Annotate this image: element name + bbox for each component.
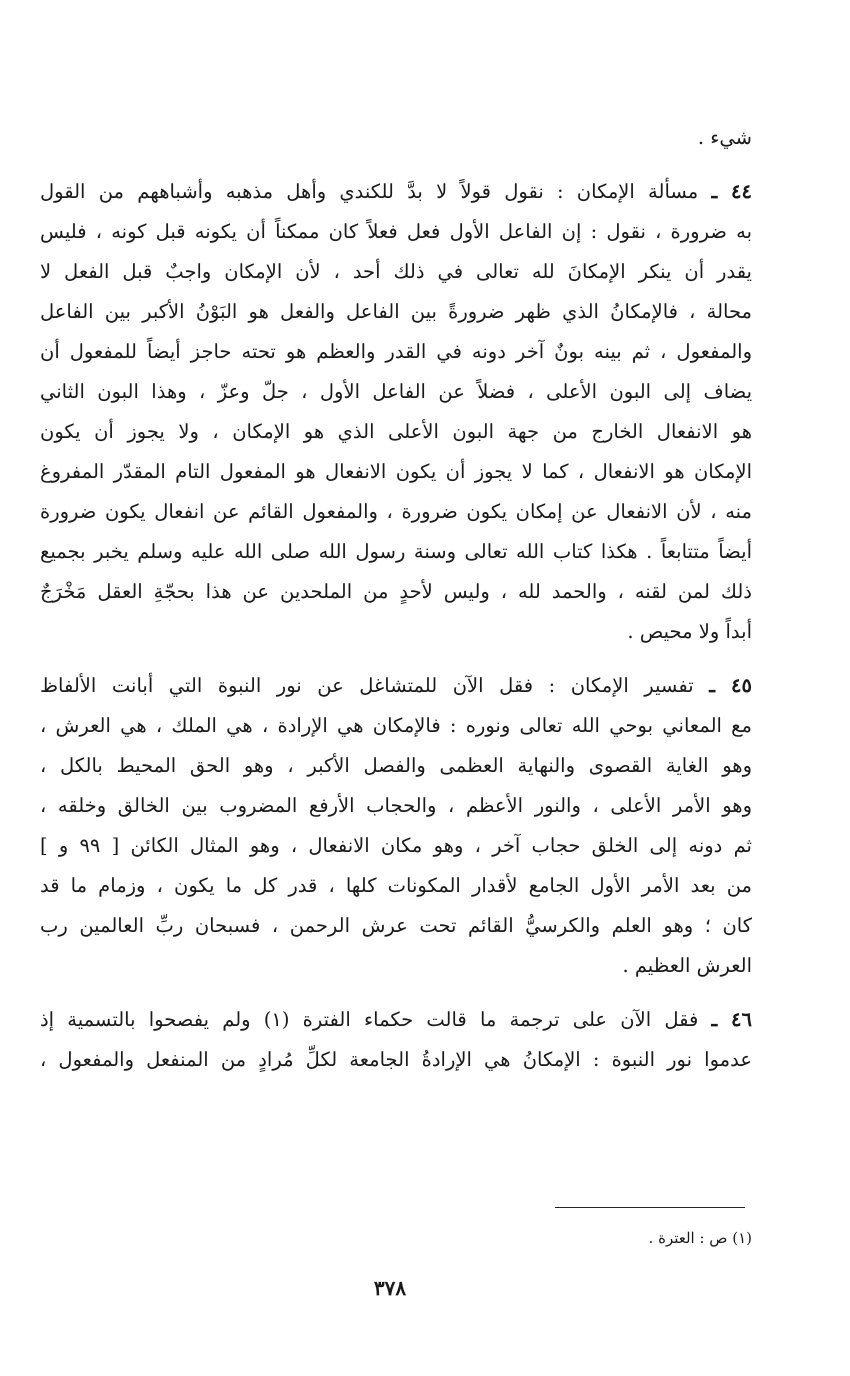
text-line: العرش العظيم . xyxy=(622,954,752,977)
footnote-divider xyxy=(555,1207,745,1208)
text-line: شيء . xyxy=(697,126,752,149)
text-line: مع المعاني بوحي الله تعالى ونوره : فالإمكان هي الإرادة ، هي الملك ، هي العرش ، xyxy=(40,714,752,737)
text-line: والمفعول ، ثم بينه بونٌ آخر دونه في القدر والعظم هو تحته حاجز أيضاً للمفعول أن xyxy=(40,340,752,363)
text-line: هو الانفعال الخارج من جهة البون الأعلى الذي هو الإمكان ، ولا يجوز أن يكون xyxy=(40,420,752,443)
text-line: يقدر أن ينكر الإمكانَ لله تعالى في ذلك أحد ، لأن الإمكان واجبٌ قبل الفعل لا xyxy=(40,260,752,283)
footnote: (١) ص : العترة . xyxy=(648,1229,752,1247)
text-line: كان ؛ وهو العلم والكرسيُّ القائم تحت عرش الرحمن ، فسبحان ربِّ العالمين رب xyxy=(40,914,752,937)
text-line: منه ، لأن الانفعال عن إمكان يكون ضرورة ، والمفعول القائم عن انفعال يكون ضرورة xyxy=(40,500,752,523)
paragraph-gap xyxy=(40,986,752,1000)
text-line: يضاف إلى البون الأعلى ، فضلاً عن الفاعل الأول ، جلّ وعزّ ، وهذا البون الثاني xyxy=(40,380,752,403)
text-line: وهو الغاية القصوى والنهاية العظمى والفصل الأكبر ، وهو الحق المحيط بالكل ، xyxy=(40,754,752,777)
para44-line-first xyxy=(40,172,752,212)
text-line: ثم دونه إلى الخلق حجاب آخر ، وهو مكان الانفعال ، وهو المثال الكائن [ ٩٩ و ] xyxy=(40,834,752,857)
text-line: وهو الأمر الأعلى ، والنور الأعظم ، والحجاب الأرفع المضروب بين الخالق وخلقه ، xyxy=(40,794,752,817)
text-line: أيضاً متتابعاً . هكذا كتاب الله تعالى وسنة رسول الله صلى الله عليه وسلم يخبر بجميع xyxy=(40,540,752,563)
para46-text: فقل الآن على ترجمة ما قالت حكماء الفترة (١) ولم يفصحوا بالتسمية إذ xyxy=(40,1008,699,1031)
paragraph-gap xyxy=(40,158,752,172)
page-number: ٣٧٨ xyxy=(373,1276,407,1300)
text-line: من بعد الأمر الأول الجامع لأقدار المكونات كلها ، قدر كل ما يكون ، وزمام ما قد xyxy=(40,874,752,897)
text-line: عدموا نور النبوة : الإمكانُ هي الإرادةُ الجامعة لكلِّ مُرادٍ من المنفعل والمفعول ، xyxy=(40,1048,752,1071)
text-line: أبداً ولا محيص . xyxy=(627,620,752,643)
text-line: الإمكان هو الانفعال ، كما لا يجوز أن يكون الانفعال هو المفعول التام المقدّر المفروغ xyxy=(40,460,752,483)
paragraph-number: ٤٥ ـ xyxy=(709,674,752,697)
para45-line-first xyxy=(40,666,752,706)
para46-line-first xyxy=(40,1000,752,1040)
paragraph-gap xyxy=(40,652,752,666)
paragraph-number: ٤٦ ـ xyxy=(711,1008,752,1031)
text-line: به ضرورة ، نقول : إن الفاعل الأول فعل فعلاً كان ممكناً أن يكونه قبل كونه ، فليس xyxy=(40,220,752,243)
text-line: ذلك لمن لقنه ، والحمد لله ، وليس لأحدٍ من الملحدين عن هذا بحجّةِ العقل مَخْرَجٌ xyxy=(40,580,752,603)
para45-text: تفسير الإمكان : فقل الآن للمتشاغل عن نور النبوة التي أبانت الألفاظ xyxy=(40,674,694,697)
para44-text: مسألة الإمكان : نقول قولاً لا بدَّ للكندي وأهل مذهبه وأشباههم من القول xyxy=(40,180,699,203)
paragraph-number: ٤٤ ـ xyxy=(711,180,752,203)
page-body xyxy=(40,118,752,1080)
text-line: محالة ، فالإمكانُ الذي ظهر ضرورةً بين الفاعل والفعل هو البَوْنُ الأكبر بين الفاعل xyxy=(40,300,752,323)
